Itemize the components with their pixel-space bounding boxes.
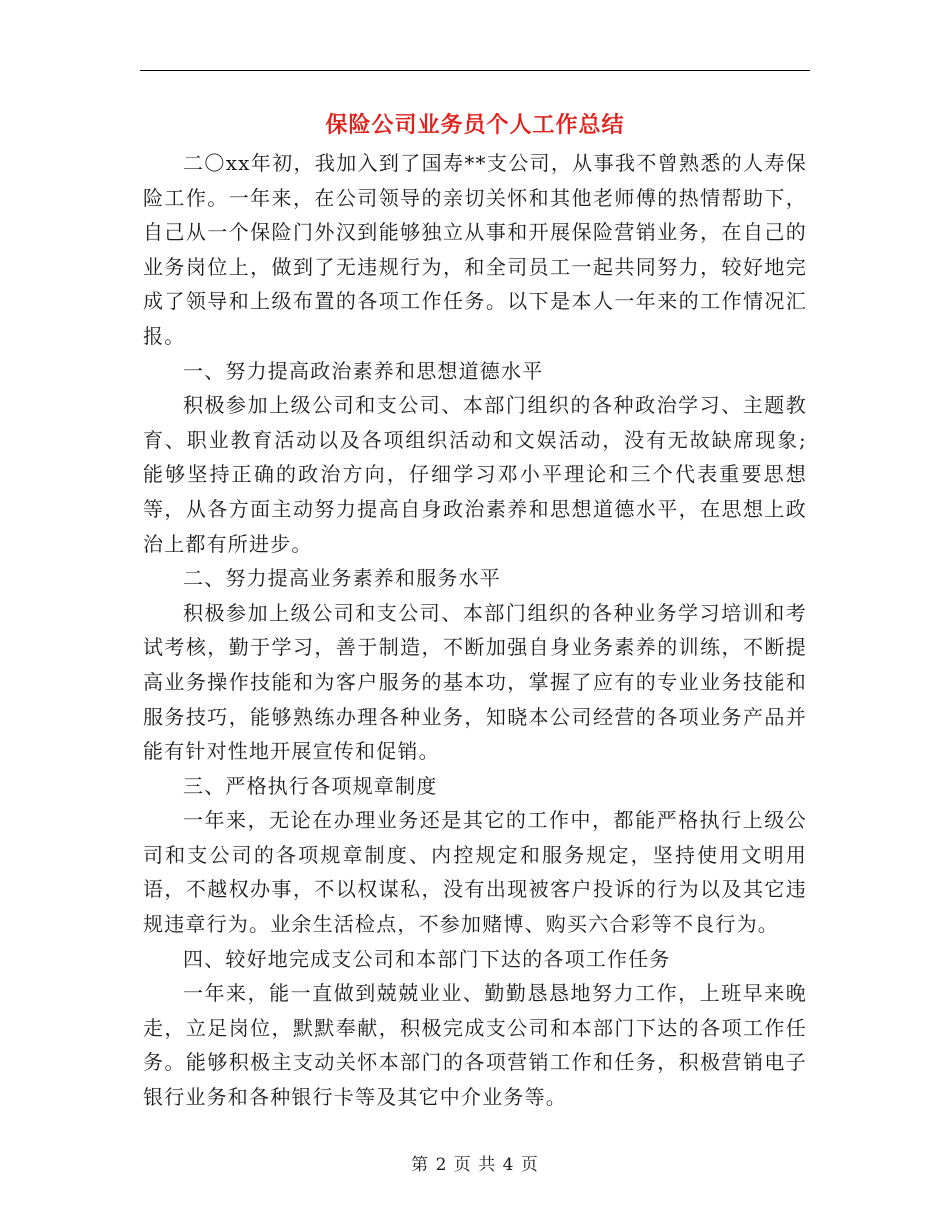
section-paragraph-2: 积极参加上级公司和支公司、本部门组织的各种业务学习培训和考试考核，勤于学习，善于制造，不断加强自身业务素养的训练，不断提高业务操作技能和为客户服务的基本功，掌握了应有的专业业务技能和服务技巧，能够熟练办理各种业务，知晓本公司经营的各项业务产品并能有针对性地开展宣传和促销。 bbox=[143, 600, 807, 764]
header-rule bbox=[140, 70, 810, 71]
section-paragraph-4: 一年来，能一直做到兢兢业业、勤勤恳恳地努力工作，上班早来晚走，立足岗位，默默奉献，积极完成支公司和本部门下达的各项工作任务。能够积极主支动关怀本部门的各项营销工作和任务，积极营销电子银行业务和各种银行卡等及其它中介业务等。 bbox=[143, 981, 807, 1110]
page-number-footer: 第 2 页 共 4 页 bbox=[411, 1155, 539, 1175]
document-body bbox=[143, 146, 807, 1115]
section-heading-3: 三、严格执行各项规章制度 bbox=[183, 773, 438, 798]
section-heading-4: 四、较好地完成支公司和本部门下达的各项工作任务 bbox=[183, 946, 671, 971]
section-paragraph-3: 一年来，无论在办理业务还是其它的工作中，都能严格执行上级公司和支公司的各项规章制度、内控规定和服务规定，坚持使用文明用语，不越权办事，不以权谋私，没有出现被客户投诉的行为以及其它违规违章行为。业余生活检点，不参加赌博、购买六合彩等不良行为。 bbox=[143, 808, 807, 937]
section-paragraph-1: 积极参加上级公司和支公司、本部门组织的各种政治学习、主题教育、职业教育活动以及各项组织活动和文娱活动，没有无故缺席现象;能够坚持正确的政治方向，仔细学习邓小平理论和三个代表重要思想等，从各方面主动努力提高自身政治素养和思想道德水平，在思想上政治上都有所进步。 bbox=[143, 393, 807, 556]
section-heading-2: 二、努力提高业务素养和服务水平 bbox=[183, 566, 501, 591]
intro-paragraph: 二〇xx年初，我加入到了国寿**支公司，从事我不曾熟悉的人寿保险工作。一年来，在公司领导的亲切关怀和其他老师傅的热情帮助下，自己从一个保险门外汉到能够独立从事和开展保险营销业务，在自己的业务岗位上，做到了无违规行为，和全司员工一起共同努力，较好地完成了领导和上级布置的各项工作任务。以下是本人一年来的工作情况汇报。 bbox=[143, 151, 807, 348]
section-heading-1: 一、努力提高政治素养和思想道德水平 bbox=[183, 358, 544, 383]
document-title: 保险公司业务员个人工作总结 bbox=[325, 113, 625, 138]
